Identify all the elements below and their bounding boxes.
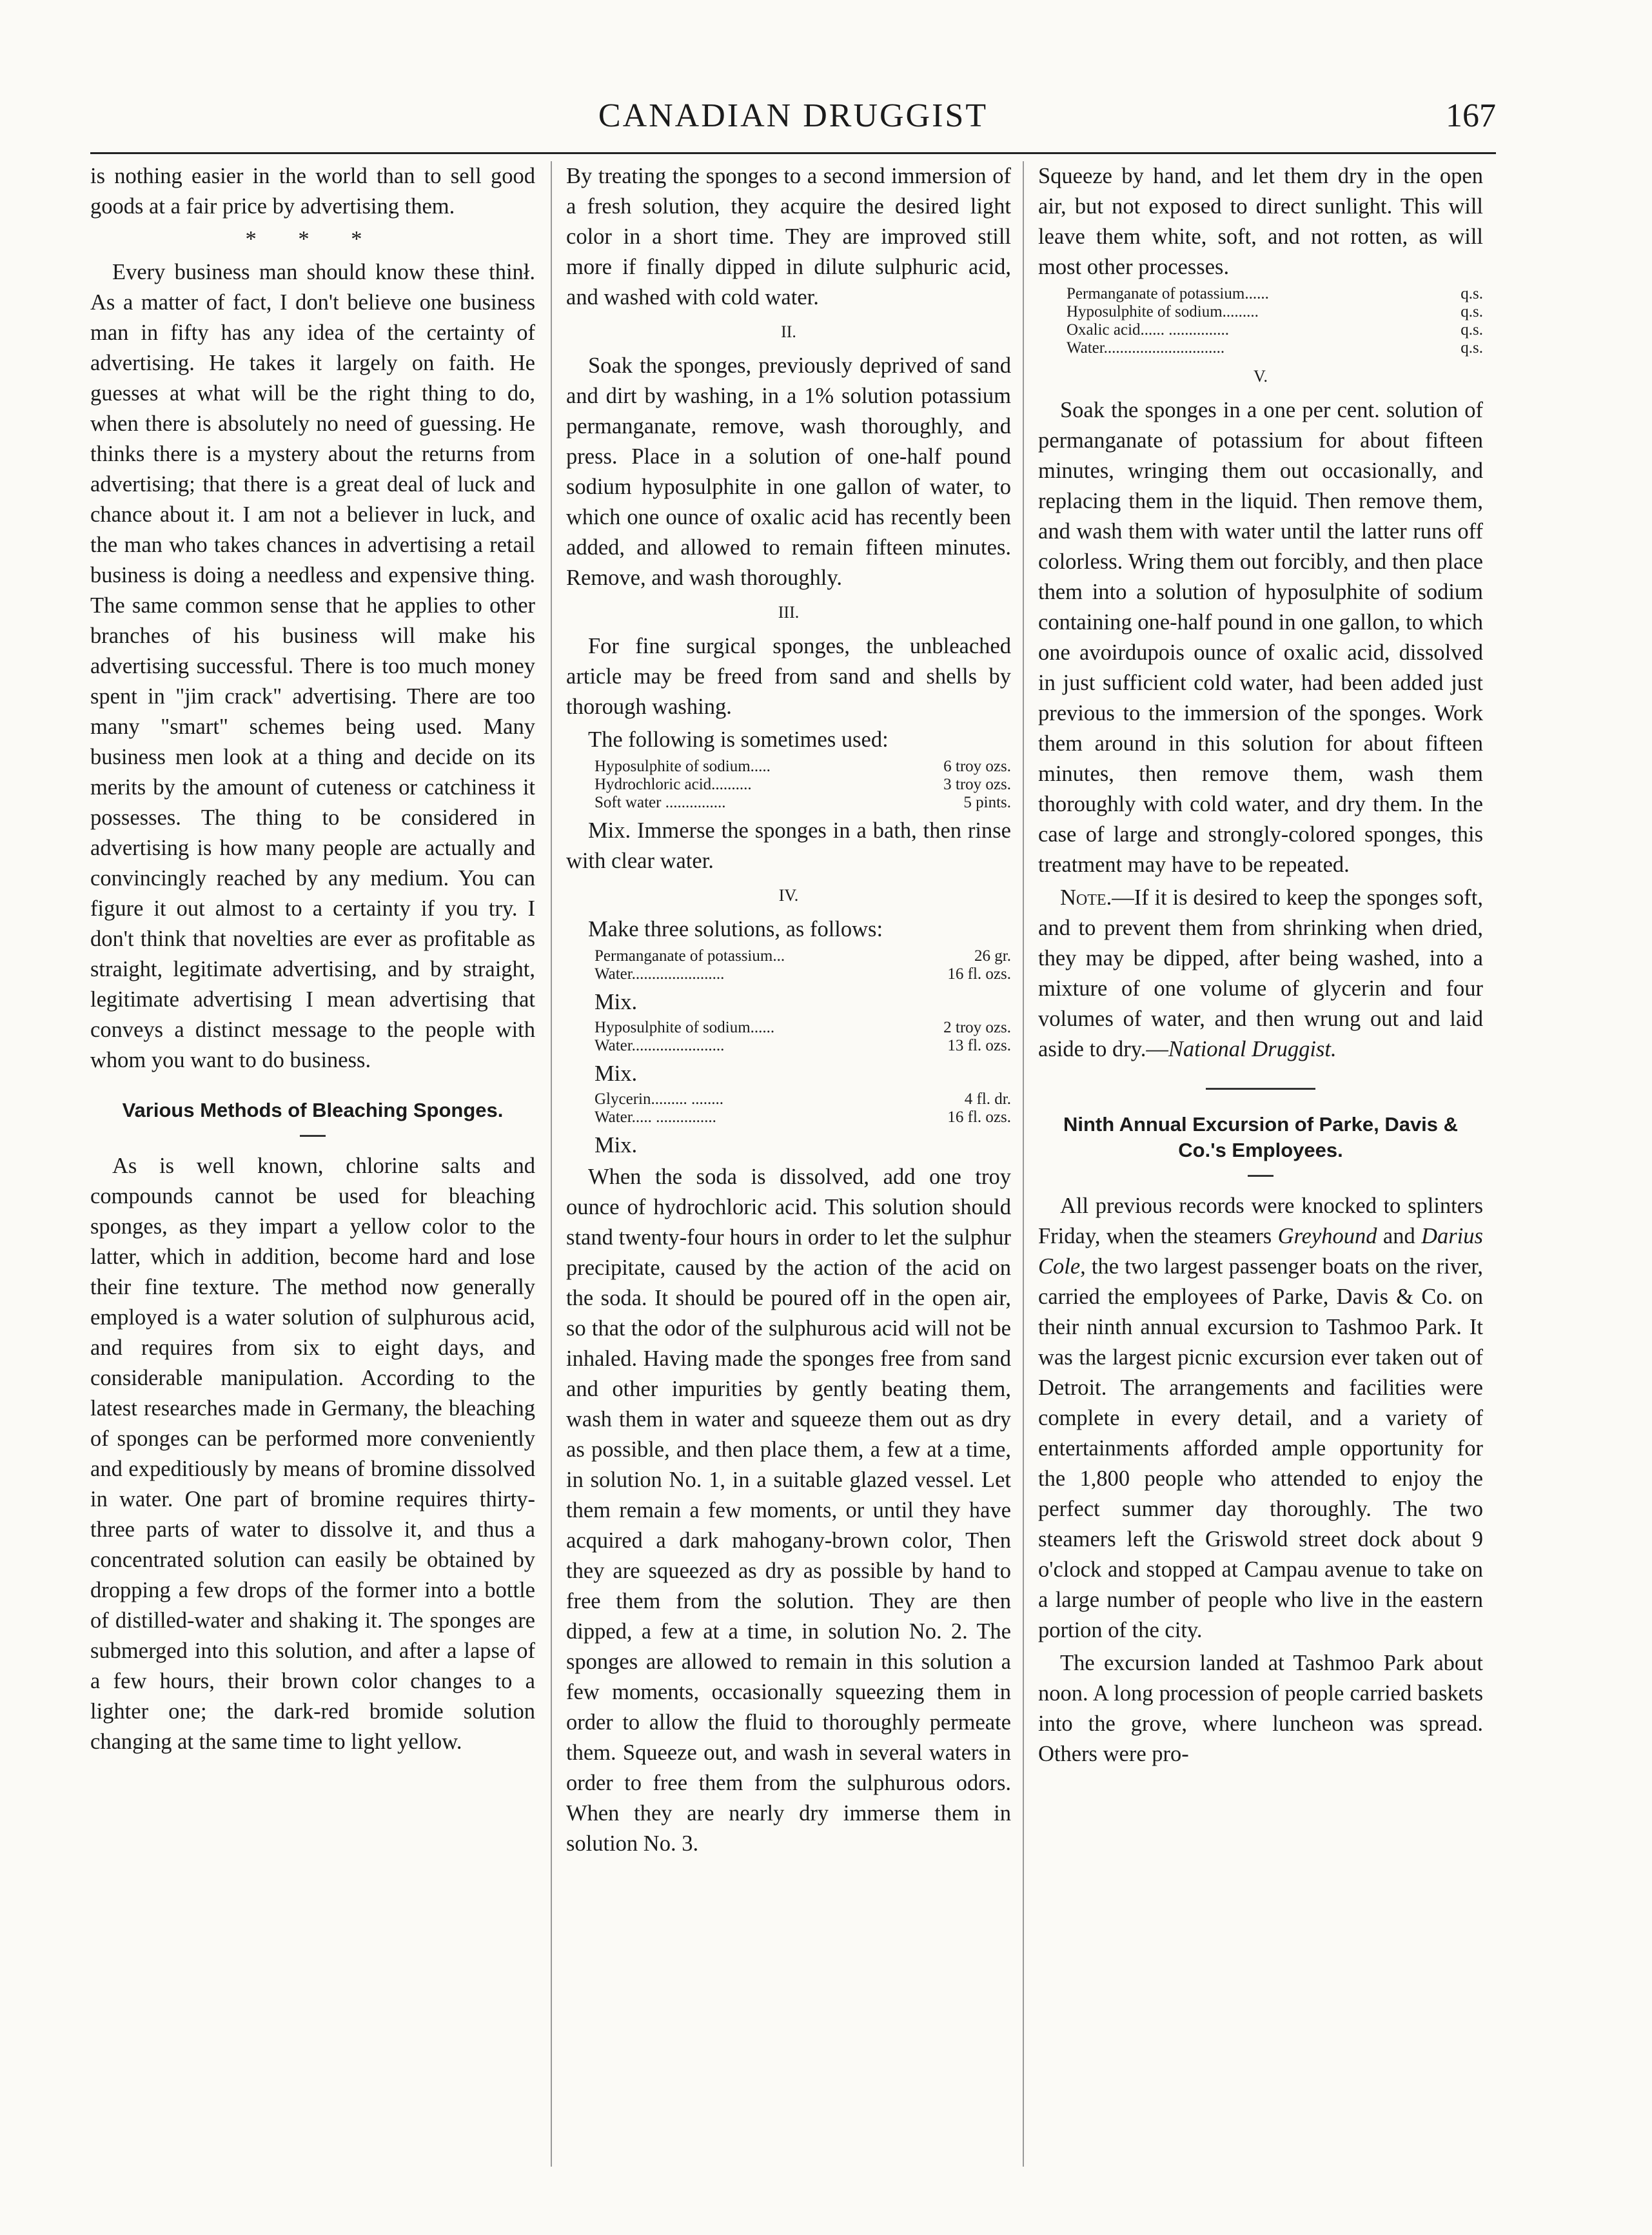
recipe-row: Oxalic acid...... ............... q.s. — [1067, 321, 1483, 339]
paragraph: Every business man should know these thinł. As a matter of fact, I don't believe one business man in fifty has any idea of the certainty of advertising. He takes it largely on faith. He guesses at what will be the right thing to do, when there is absolutely no need of guessing. He thinks there is a mystery about the returns from advertising; that there is a great deal of luck and chance about it. I am not a believer in luck, and the man who takes chances in advertising a retail business is doing a needless and expensive thing. The same common sense that he applies to other branches of his business will make his advertising successful. There is too much money spent in "jim crack" advertising. There are too many "smart" schemes being used. Many business men look at a thing and decide on its merits by the amount of cuteness or catchiness it possesses. The thing to be considered in advertising is how many people are actually and convincingly reached by any medium. You can figure it out almost to a certainty if you try. I don't think that novelties are ever as profitable as straight, legitimate advertising, and by straight, legitimate advertising I mean advertising that conveys a distinct message to the people with whom you want to do business. — [90, 260, 535, 1072]
journal-title: CANADIAN DRUGGIST — [598, 97, 988, 134]
section-separator: * * * — [245, 227, 380, 251]
mix-label: Mix. — [595, 1061, 638, 1086]
paragraph: Squeeze by hand, and let them dry in the open air, but not exposed to direct sunlight. This will leave them white, soft, and not rotten, as will most other processes. — [1038, 164, 1483, 279]
note-source: National Druggist. — [1168, 1037, 1337, 1061]
column-divider — [551, 161, 552, 2167]
recipe-row: Hyposulphite of sodium..... 6 troy ozs. — [595, 758, 1011, 775]
column-divider — [1023, 161, 1024, 2167]
mix-label: Mix. — [595, 990, 638, 1014]
recipe-row: Water....................... 16 fl. ozs. — [595, 965, 1011, 983]
recipe-table — [595, 947, 1011, 983]
paragraph: By treating the sponges to a second immersion of a fresh solution, they acquire the desired light color in a short time. They are improved still more if finally dipped in dilute sulphuric acid, and washed with cold water. — [566, 164, 1011, 310]
recipe-row: Hydrochloric acid.......... 3 troy ozs. — [595, 776, 1011, 793]
recipe-row: Glycerin......... ........ 4 fl. dr. — [595, 1090, 1011, 1108]
column-1 — [90, 161, 535, 1760]
article-heading: Various Methods of Bleaching Sponges. — [122, 1099, 504, 1121]
paragraph: Soak the sponges in a one per cent. solution of permanganate of potassium for about fifteen minutes, wringing them out occasionally, and replacing them in the liquid. Then remove them, and wash them with water until the latter runs off colorless. Wring them out forcibly, and then place them into a solution of hyposulphite of sodium containing one-half pound in one gallon, to which one avoirdupois ounce of oxalic acid, dissolved in just sufficient cold water, had been added just previous to the immersion of the sponges. Work them around in this solution for about fifteen minutes, then remove them, wash them thoroughly with cold water, and dry them. In the case of large and strongly-colored sponges, this treatment may have to be repeated. — [1038, 398, 1483, 877]
recipe-row: Hyposulphite of sodium......... q.s. — [1067, 303, 1483, 320]
method-numeral: IV. — [778, 886, 799, 905]
paragraph: Make three solutions, as follows: — [588, 917, 883, 941]
recipe-row: Permanganate of potassium...... q.s. — [1067, 285, 1483, 302]
paragraph: Mix. Immerse the sponges in a bath, then rinse with clear water. — [566, 818, 1011, 873]
recipe-table — [1067, 285, 1483, 357]
recipe-row: Water..... ............... 16 fl. ozs. — [595, 1108, 1011, 1126]
recipe-table — [595, 1019, 1011, 1055]
recipe-row: Water.............................. q.s. — [1067, 339, 1483, 357]
mix-label: Mix. — [595, 1133, 638, 1157]
method-numeral: II. — [781, 322, 796, 341]
note-text: —If it is desired to keep the sponges soft, and to prevent them from shrinking when dried, they may be dipped, after being washed, into a mixture of one volume of glycerin and four volumes of water, and then wrung out and laid aside to dry.— — [1038, 885, 1483, 1061]
paragraph: When the soda is dissolved, add one troy ounce of hydrochloric acid. This solution should stand twenty-four hours in order to let the sulphur precipitate, caused by the action of the acid on the soda. It should be poured off in the open air, so that the odor of the sulphurous acid will not be inhaled. Having made the sponges free from sand and other impurities by gently beating them, wash them in water and squeeze them out as dry as possible, and then place them, a few at a time, in solution No. 1, in a suitable glazed vessel. Let them remain a few moments, or until they have acquired a dark mahogany-brown color, Then they are squeezed as dry as possible by hand to free them from the solution. They are then dipped, a few at a time, in solution No. 2. The sponges are allowed to remain in this solution a few moments, occasionally squeezing them in order to allow the fluid to thoroughly permeate them. Squeeze out, and wash in several waters in order to free them from the sulphurous odors. When they are nearly dry immerse them in solution No. 3. — [566, 1165, 1011, 1856]
section-rule — [1206, 1088, 1315, 1090]
column-2 — [566, 161, 1011, 1862]
paragraph: Soak the sponges, previously deprived of sand and dirt by washing, in a 1% solution potassium permanganate, remove, wash thoroughly, and press. Place in a solution of one-half pound sodium hyposulphite in one gallon of water, to which one ounce of oxalic acid has recently been added, and allowed to remain fifteen minutes. Remove, and wash thoroughly. — [566, 353, 1011, 590]
heading-dash — [300, 1135, 326, 1137]
header-rule — [90, 152, 1496, 154]
ship-name: Darius Cole, — [1038, 1224, 1483, 1279]
note-label: Note. — [1060, 885, 1112, 910]
recipe-row: Soft water ............... 5 pints. — [595, 794, 1011, 811]
page-number: 167 — [1446, 97, 1496, 134]
recipe-table — [595, 758, 1011, 812]
paragraph: The following is sometimes used: — [588, 727, 889, 752]
recipe-table — [595, 1090, 1011, 1127]
note-paragraph — [1038, 883, 1483, 1065]
method-numeral: V. — [1254, 367, 1268, 386]
paragraph: The excursion landed at Tashmoo Park about noon. A long procession of people carried baskets into the grove, where luncheon was spread. Others were pro- — [1038, 1651, 1483, 1766]
paragraph: As is well known, chlorine salts and compounds cannot be used for bleaching sponges, as they impart a yellow color to the latter, which in addition, become hard and lose their fine texture. The method now generally employed is a water solution of sulphurous acid, and requires from six to eight days, and considerable manipulation. According to the latest researches made in Germany, the bleaching of sponges can be performed more conveniently and expeditiously by means of bromine dissolved in water. One part of bromine requires thirty-three parts of water to dissolve it, and thus a concentrated solution can easily be obtained by dropping a few drops of the former into a bottle of distilled-water and shaking it. The sponges are submerged into this solution, and after a lapse of a few hours, their brown color changes to a lighter one; the dark-red bromide solution changing at the same time to light yellow. — [90, 1154, 535, 1754]
paragraph: For fine surgical sponges, the unbleached article may be freed from sand and shells by thorough washing. — [566, 634, 1011, 719]
column-3 — [1038, 161, 1483, 1772]
paragraph: All previous records were knocked to splinters Friday, when the steamers Greyhound and Darius Cole, the two largest passenger boats on the river, carried the employees of Parke, Davis & Co. on their ninth annual excursion to Tashmoo Park. It was the largest picnic excursion ever taken out of Detroit. The arrangements and facilities were complete in every detail, and a variety of entertainments afforded ample opportunity for the 1,800 people who attended to enjoy the perfect summer day thoroughly. The two steamers left the Griswold street dock about 9 o'clock and stopped at Campau avenue to take on a large number of people who live in the eastern portion of the city. — [1038, 1194, 1483, 1642]
method-numeral: III. — [778, 603, 800, 622]
heading-dash — [1248, 1175, 1273, 1177]
paragraph: is nothing easier in the world than to sell good goods at a fair price by advertising them. — [90, 164, 535, 219]
page-header — [90, 97, 1496, 148]
ship-name: Greyhound — [1277, 1224, 1377, 1248]
recipe-row: Water....................... 13 fl. ozs. — [595, 1037, 1011, 1054]
recipe-row: Permanganate of potassium... 26 gr. — [595, 947, 1011, 965]
article-heading: Ninth Annual Excursion of Parke, Davis & Co.'s Employees. — [1063, 1113, 1459, 1161]
recipe-row: Hyposulphite of sodium...... 2 troy ozs. — [595, 1019, 1011, 1036]
